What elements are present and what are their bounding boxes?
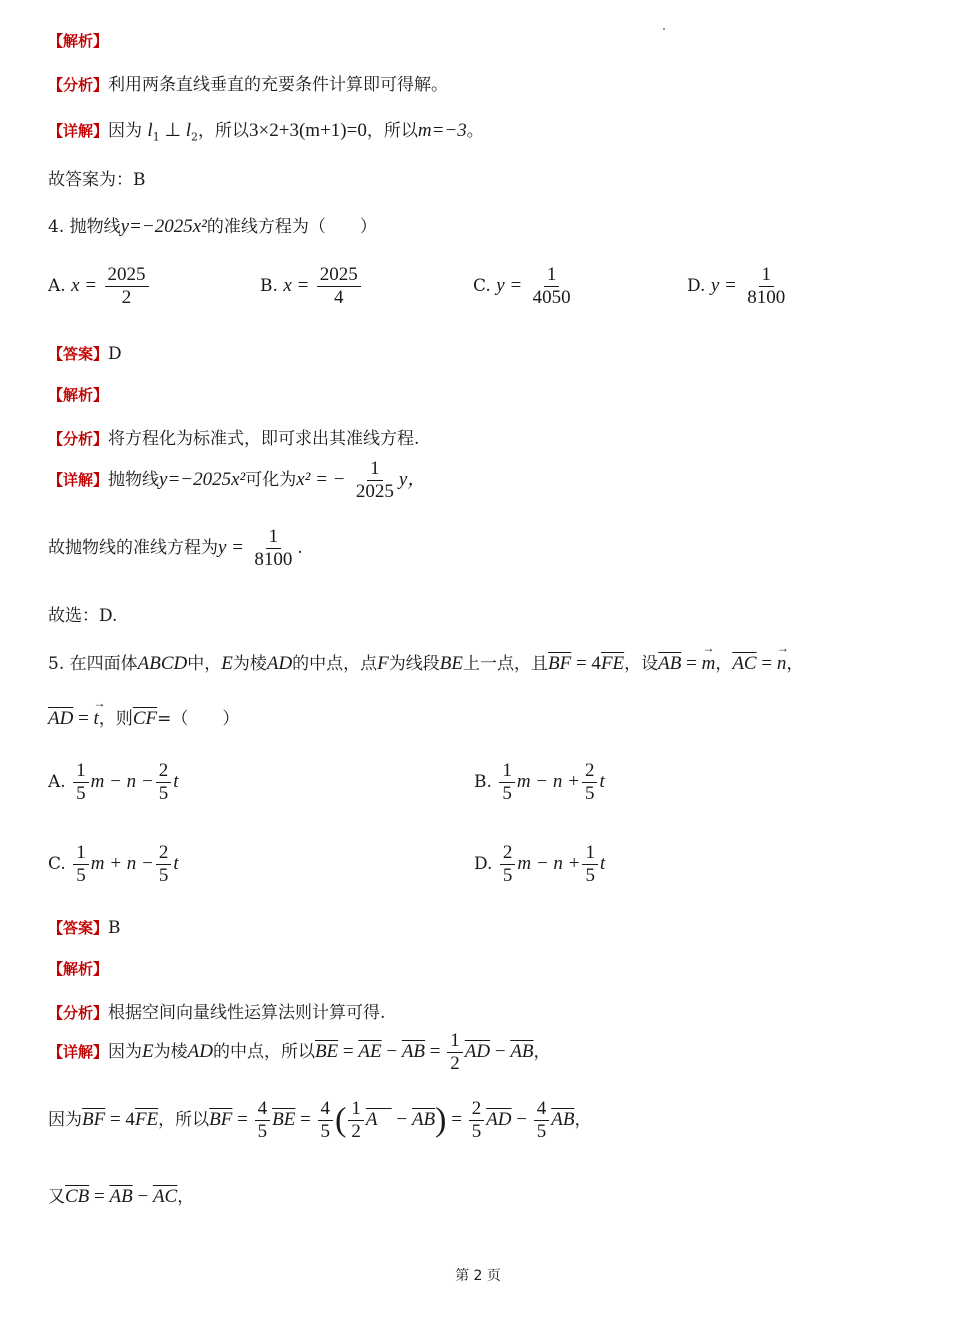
q4-fenxi: 【分析】将方程化为标准式，即可求出其准线方程. (48, 429, 420, 449)
q4-option-c: C. y = $\frac{1}{4050}$ (473, 264, 571, 308)
q5-jiexi-heading: 【解析】 (48, 960, 109, 978)
q3-jiexi-heading: 【解析】 (48, 32, 109, 50)
q3-conclusion: 故答案为：B (48, 170, 146, 190)
q5-xiangjie-line1: 【详解】因为E为棱AD的中点，所以$\overline{BE} = \overline{AE} - \overline{AB}$ = $\frac{1}{2}$ $\overline{AD} - \overline{AB}$， (48, 1030, 551, 1074)
q3-xiangjie: 【详解】因为 $l_1$ ⊥ $l_2$，所以3×2+3(m+1)=0，所以m=−3。 (48, 120, 484, 144)
q4-answer: 【答案】D (48, 344, 122, 364)
q4-directrix-line: 故抛物线的准线方程为y = $\frac{1}{8100}$ . (48, 526, 303, 570)
q5-xiangjie-line3: 又$\overline{CB} = \overline{AB} - \overline{AC}$， (48, 1186, 195, 1207)
q4-xiangjie: 【详解】抛物线y=−2025x²可化为x² = − $\frac{1}{2025}$ y， (48, 458, 427, 502)
q4-conclusion: 故选：D. (48, 606, 118, 626)
scan-dot (663, 28, 665, 30)
q4-option-a: A. x = $\frac{2025}{2}$ (48, 264, 151, 309)
q5-option-c: C. $\frac{1}{5}$ m + n − $\frac{2}{5}$ t (48, 842, 179, 886)
q5-stem-line2: $\overline{AD}$ = → t，则$\overline{CF}=$（ ） (48, 704, 239, 730)
q5-option-a: A. $\frac{1}{5}$ m − n − $\frac{2}{5}$ t (48, 760, 179, 804)
q4-jiexi-heading: 【解析】 (48, 386, 109, 404)
q5-xiangjie-line2: 因为$\overline{BF} = 4\overline{FE}$，所以$\overline{BF}$ = $\frac{4}{5}$ $\overline{BE}$ = $\frac{4}{5}$ ( $\frac{1}{2}$ A − $\overline{AB}$) = $\frac{2}{5}$ $\overline{AD}$ − $\frac{4}{5}$ $\overline{AB}$， (48, 1098, 592, 1142)
q5-option-b: B. $\frac{1}{5}$ m − n + $\frac{2}{5}$ t (474, 760, 605, 804)
q3-fenxi: 【分析】利用两条直线垂直的充要条件计算即可得解。 (48, 75, 449, 95)
q4-option-b: B. x = $\frac{2025}{4}$ (260, 264, 363, 309)
q4-option-d: D. y = $\frac{1}{8100}$ (687, 264, 786, 308)
q5-answer: 【答案】B (48, 918, 121, 938)
q5-fenxi: 【分析】根据空间向量线性运算法则计算可得. (48, 1003, 386, 1023)
q4-stem: 4. 抛物线y=−2025x²的准线方程为（ ） (48, 216, 377, 237)
q5-stem-line1: 5. 在四面体ABCD中，E为棱AD的中点，点F为线段BE上一点，且$\overline{BF} = 4\overline{FE}$，设$\overline{AB}$ = → m，$\overline{AC}$ = → n， (48, 649, 803, 675)
q5-option-d: D. $\frac{2}{5}$ m − n + $\frac{1}{5}$ t (474, 842, 606, 886)
page-number: 第 2 页 (455, 1268, 501, 1284)
